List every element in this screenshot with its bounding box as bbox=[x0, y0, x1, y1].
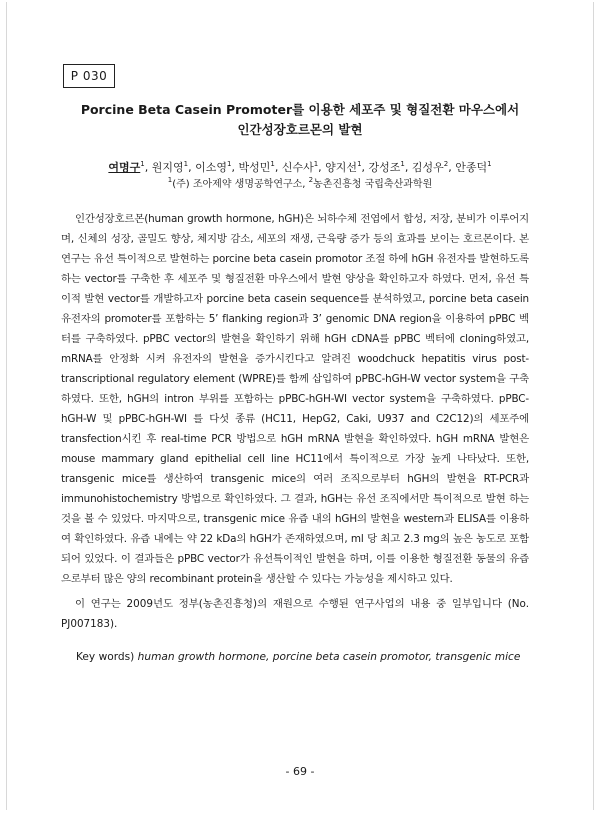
page-number: - 69 - bbox=[285, 765, 315, 778]
funding-acknowledgement: 이 연구는 2009년도 정부(농촌진흥청)의 재원으로 수행된 연구사업의 내용 중 일부입니다 (No. PJ007183). bbox=[61, 598, 529, 630]
author bbox=[282, 161, 325, 174]
author-affiliation-mark: 1 bbox=[357, 160, 362, 168]
author-name: 박성민 bbox=[238, 161, 271, 174]
affiliation-line bbox=[60, 178, 540, 192]
author-name: 여명구 bbox=[108, 161, 141, 174]
author bbox=[455, 161, 491, 174]
author-affiliation-mark: 1 bbox=[400, 160, 405, 168]
keywords-label: Key words) bbox=[76, 651, 135, 663]
author-affiliation-mark: 1 bbox=[270, 160, 275, 168]
author-separator: , bbox=[274, 161, 282, 174]
author-list bbox=[60, 160, 540, 176]
author-name: 김성우 bbox=[411, 161, 444, 174]
author bbox=[195, 161, 238, 174]
author bbox=[108, 161, 151, 174]
author bbox=[369, 161, 412, 174]
affiliation-mark: 2 bbox=[308, 176, 314, 184]
presentation-code-box: P 030 bbox=[63, 64, 115, 88]
author bbox=[325, 161, 368, 174]
author-separator: , bbox=[231, 161, 239, 174]
author-affiliation-mark: 2 bbox=[443, 160, 449, 168]
abstract-body: 인간성장호르몬(human growth hormone, hGH)은 뇌하수체 전엽에서 합성, 저장, 분비가 이루어지며, 신체의 성장, 골밀도 향상, 체지방 감소, 세포의 재생, 근육량 증가 등의 효과를 보이는 호르몬이다. 본 연구는 유선 특이적으로 발현하는 porcine beta casein promotor 조절 하에 hGH 유전자를 발현하도록 하는 vector를 구축한 후 세포주 및 형질전환 마우스에서 발현 양상을 확인하고자 하였다. 먼저, 유선 특이적 발현 vector를 개발하고자 porcine beta casein sequence를 분석하였고, porcine beta casein 유전자의 promoter를 포함하는 5’ flanking region과 3’ genomic DNA region을 이용하여 pPBC 벡터를 구축하였다. pPBC vector의 발현을 확인하기 위해 hGH cDNA를 pPBC 벡터에 cloning하였고, mRNA를 안정화 시켜 유전자의 발현을 증가시킨다고 알려진 woodchuck hepatitis virus post-transcriptional regulatory element (WPRE)를 함께 삽입하여 pPBC-hGH-W vector system을 구축하였다. 또한, hGH의 intron 부위를 포함하는 pPBC-hGH-WI vector system을 구축하였다. pPBC-hGH-W 및 pPBC-hGH-WI 를 다섯 종류 (HC11, HepG2, Caki, U937 and C2C12)의 세포주에 transfection시킨 후 real-time PCR 방법으로 hGH mRNA 발현을 확인하였다. hGH mRNA 발현은 mouse mammary gland epithelial cell line HC11에서 특이적으로 가장 높게 나타났다. 또한, transgenic mice를 생산하여 transgenic mice의 여러 조직으로부터 hGH의 발현을 RT-PCR과 immunohistochemistry 방법으로 확인하였다. 그 결과, hGH는 유선 조직에서만 특이적으로 발현 하는 것을 볼 수 있었다. 마지막으로, transgenic mice 유즙 내의 hGH의 발현을 western과 ELISA를 이용하여 확인하였다. 유즙 내에는 약 22 kDa의 hGH가 존재하였으며, ml 당 최고 2.3 mg의 높은 농도로 포함되어 있었다. 이 결과들은 pPBC vector가 유선특이적인 발현을 하며, 이를 이용한 형질전환 동물의 유즙으로부터 많은 양의 recombinant protein을 생산할 수 있다는 가능성을 제시하고 있다. bbox=[61, 213, 529, 585]
author bbox=[412, 161, 455, 174]
author-name: 원지영 bbox=[151, 161, 184, 174]
author-name: 안종덕 bbox=[455, 161, 488, 174]
author-affiliation-mark: 1 bbox=[226, 160, 232, 168]
author-affiliation-mark: 1 bbox=[313, 160, 319, 168]
author-name: 강성조 bbox=[368, 161, 401, 174]
author bbox=[152, 161, 195, 174]
author-separator: , bbox=[361, 161, 369, 174]
author-separator: , bbox=[448, 161, 456, 174]
author-separator: , bbox=[144, 161, 152, 174]
title-line-1: Porcine Beta Casein Promoter를 이용한 세포주 및 형질전환 마우스에서 bbox=[80, 102, 520, 117]
affiliation-text: 농촌진흥청 국립축산과학원 bbox=[313, 179, 433, 190]
author-affiliation-mark: 1 bbox=[140, 160, 145, 168]
author-separator: , bbox=[318, 161, 326, 174]
keywords-values: human growth hormone, porcine beta casein promotor, transgenic mice bbox=[137, 651, 521, 663]
author-separator: , bbox=[188, 161, 196, 174]
affiliation-text: (주) 조아제약 생명공학연구소, bbox=[172, 179, 309, 190]
author-separator: , bbox=[404, 161, 412, 174]
author-name: 이소영 bbox=[195, 161, 227, 174]
affiliation-mark: 1 bbox=[167, 176, 173, 184]
author bbox=[238, 161, 281, 174]
author-affiliation-mark: 1 bbox=[183, 160, 189, 168]
author-name: 신수사 bbox=[281, 161, 314, 174]
title-line-2: 인간성장호르몬의 발현 bbox=[237, 122, 363, 137]
author-affiliation-mark: 1 bbox=[487, 160, 492, 168]
author-name: 양지선 bbox=[325, 161, 358, 174]
keywords-line bbox=[76, 649, 546, 665]
